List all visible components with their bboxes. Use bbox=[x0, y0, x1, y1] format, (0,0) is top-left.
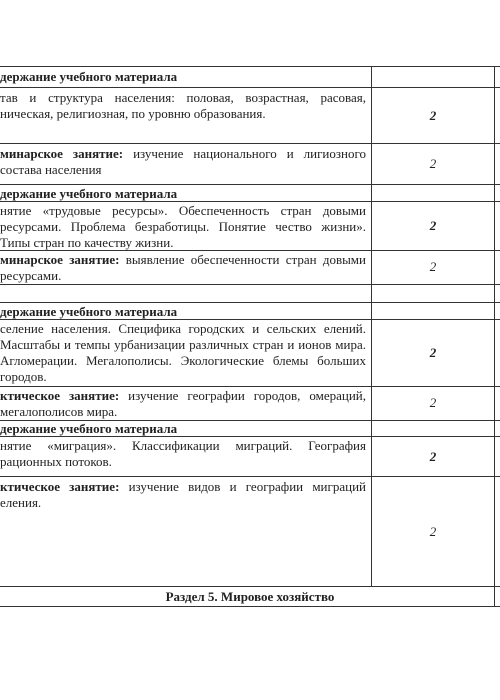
practical-label: ктическое занятие: bbox=[0, 388, 120, 403]
column-border bbox=[371, 66, 372, 586]
practical-description: изучение географии городов, омераций, мегалополисов мира. bbox=[0, 388, 366, 419]
hours-value: 2 bbox=[429, 524, 437, 539]
practical-description: изучение видов и географии миграций еления. bbox=[0, 479, 366, 510]
hours-value: 2 bbox=[429, 345, 437, 360]
seminar-text bbox=[0, 252, 366, 284]
section-heading: держание учебного материала bbox=[0, 186, 178, 201]
section-heading: держание учебного материала bbox=[0, 69, 178, 84]
content-text: тав и структура населения: половая, возрастная, расовая, ническая, религиозная, по уровню образования. bbox=[0, 90, 366, 121]
seminar-description: изучение национального и лигиозного состава населения bbox=[0, 146, 366, 177]
row-border bbox=[0, 476, 500, 477]
row-border bbox=[0, 66, 500, 67]
hours-value: 2 bbox=[429, 108, 437, 123]
section-heading: держание учебного материала bbox=[0, 421, 178, 436]
practical-text bbox=[0, 388, 366, 420]
content-text: нятие «миграция». Классификации миграций. География рационных потоков. bbox=[0, 438, 366, 469]
row-border bbox=[0, 606, 500, 607]
row-border bbox=[0, 184, 500, 185]
row-border bbox=[0, 302, 500, 303]
hours-value: 2 bbox=[429, 395, 437, 410]
seminar-label: минарское занятие: bbox=[0, 146, 124, 161]
seminar-label: минарское занятие: bbox=[0, 252, 120, 267]
hours-value: 2 bbox=[429, 449, 437, 464]
column-border bbox=[494, 66, 495, 606]
hours-value: 2 bbox=[429, 259, 437, 274]
section-heading: держание учебного материала bbox=[0, 304, 178, 319]
row-border bbox=[0, 586, 500, 587]
section-title: Раздел 5. Мировое хозяйство bbox=[165, 589, 335, 604]
seminar-description: выявление обеспеченности стран довыми ресурсами. bbox=[0, 252, 366, 283]
practical-text bbox=[0, 479, 366, 511]
practical-label: ктическое занятие: bbox=[0, 479, 120, 494]
row-border bbox=[0, 143, 500, 144]
seminar-text bbox=[0, 146, 366, 178]
content-text: нятие «трудовые ресурсы». Обеспеченность стран довыми ресурсами. Проблема безработицы. Понятие чество жизни». Типы стран по качеству жизни. bbox=[0, 203, 366, 250]
row-border bbox=[0, 87, 500, 88]
row-border bbox=[0, 386, 500, 387]
content-text: селение населения. Специфика городских и сельских елений. Масштабы и темпы урбанизации различных стран и ионов мира. Агломерации. Мегалополисы. Экологические блемы больших городов. bbox=[0, 321, 366, 384]
hours-value: 2 bbox=[429, 156, 437, 171]
row-border bbox=[0, 284, 500, 285]
hours-value: 2 bbox=[429, 218, 437, 233]
